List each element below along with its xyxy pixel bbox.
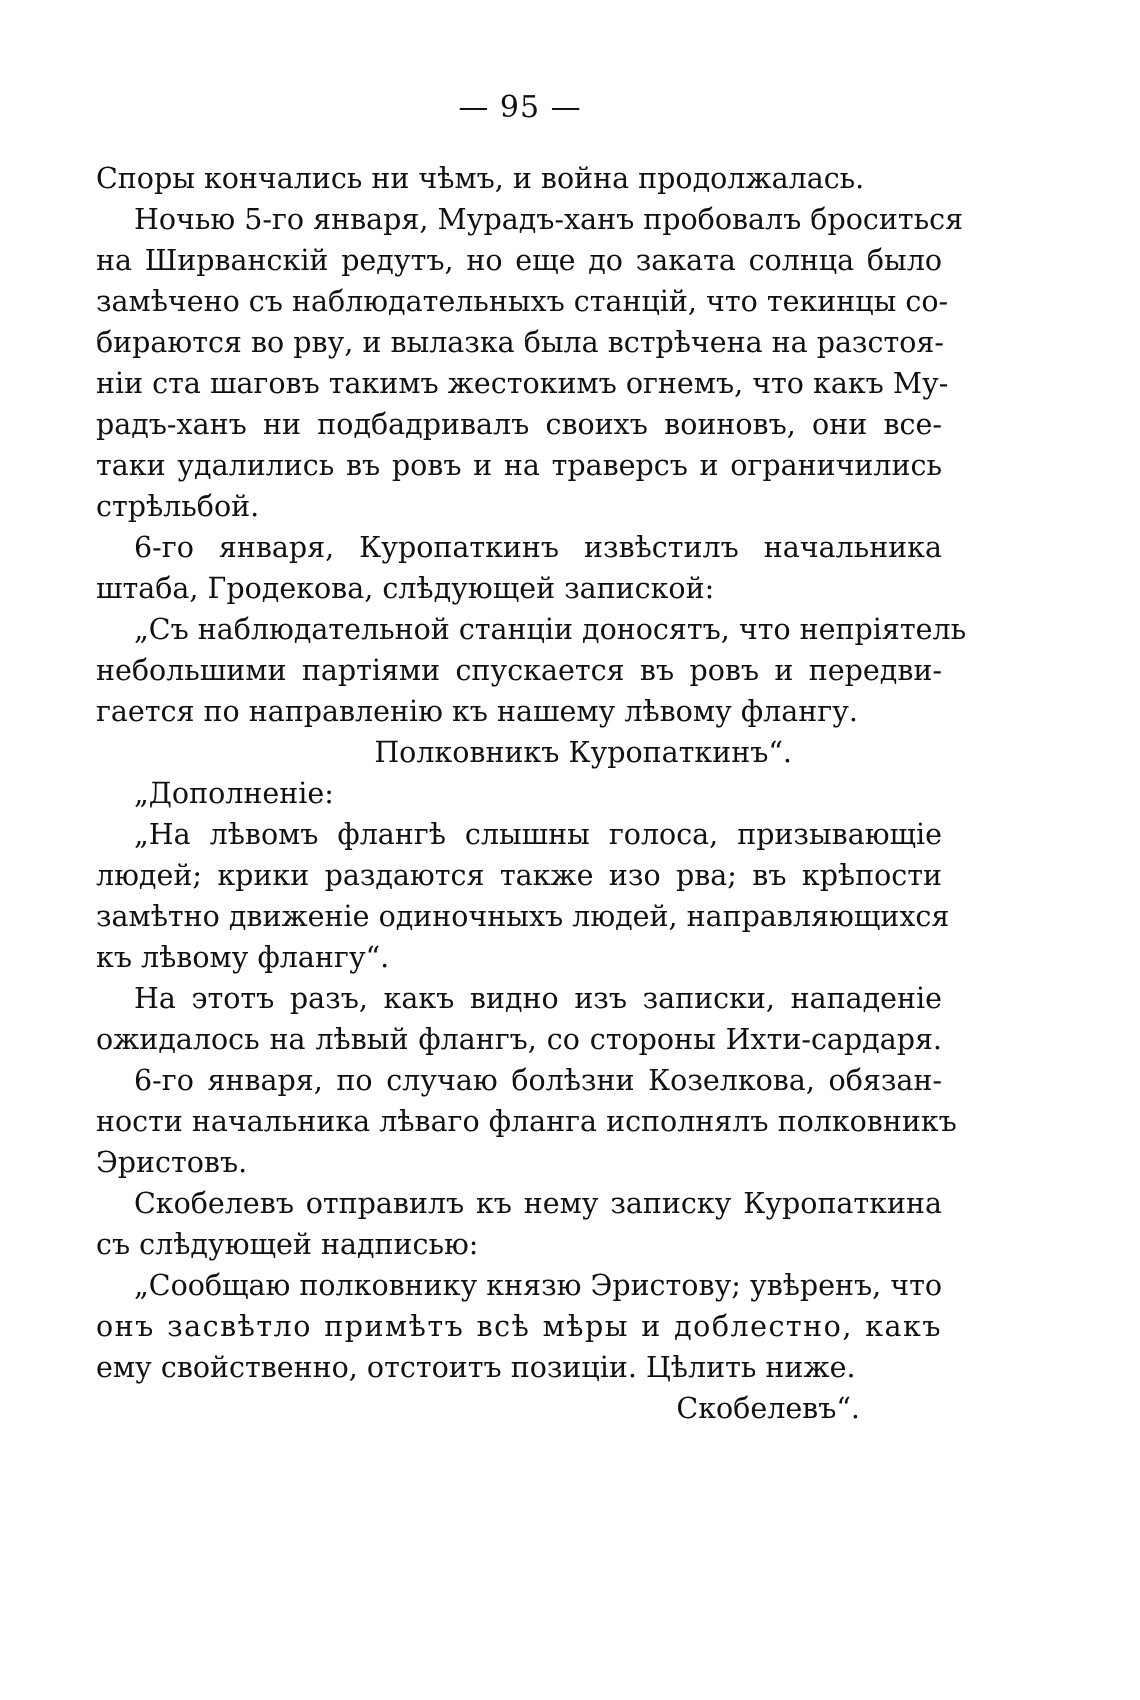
text-line: 6-го января, по случаю болѣзни Козелкова, обязан-	[134, 1064, 942, 1097]
text-line: замѣчено съ наблюдательныхъ станцій, что текинцы со-	[96, 285, 949, 318]
text-line: гается по направленію къ нашему лѣвому флангу.	[96, 695, 858, 728]
text-line: на Ширванскій редутъ, но еще до заката солнца было	[96, 244, 942, 277]
page-text	[96, 158, 967, 1429]
text-line: Ночью 5-го января, Мурадъ-ханъ пробовалъ броситься	[134, 203, 964, 236]
signature-line: Полковникъ Куропаткинъ“.	[374, 736, 792, 769]
text-line: ожидалось на лѣвый флангъ, со стороны Ихти-сардаря.	[96, 1023, 942, 1056]
text-line: „Съ наблюдательной станціи доносятъ, что непріятель	[134, 613, 967, 646]
text-line: Споры кончались ни чѣмъ, и война продолжалась.	[96, 162, 865, 195]
text-line: „На лѣвомъ флангѣ слышны голоса, призывающіе	[134, 818, 942, 851]
text-line: ніи ста шаговъ такимъ жестокимъ огнемъ, что какъ Му-	[96, 367, 949, 400]
text-line: штаба, Гродекова, слѣдующей запиской:	[96, 572, 715, 605]
text-line: бираются во рву, и вылазка была встрѣчена на разстоя-	[96, 326, 944, 359]
text-line: ему свойственно, отстоитъ позиціи. Цѣлить ниже.	[96, 1351, 856, 1384]
text-line: „Дополненіе:	[134, 777, 334, 810]
text-line: На этотъ разъ, какъ видно изъ записки, нападеніе	[134, 982, 942, 1015]
text-line: Эристовъ.	[96, 1146, 248, 1179]
text-line: стрѣльбой.	[96, 490, 260, 523]
text-line: 6-го января, Куропаткинъ извѣстилъ начальника	[134, 531, 942, 564]
text-line: онъ засвѣтло примѣтъ всѣ мѣры и доблестно, какъ	[96, 1310, 942, 1343]
text-line: Скобелевъ отправилъ къ нему записку Куропаткина	[134, 1187, 942, 1220]
text-line: „Сообщаю полковнику князю Эристову; увѣренъ, что	[134, 1269, 943, 1302]
page-number: — 95 —	[458, 90, 582, 125]
text-line: таки удалились въ ровъ и на траверсъ и ограничились	[96, 449, 942, 482]
text-line: небольшими партіями спускается въ ровъ и передви-	[96, 654, 942, 687]
text-line: радъ-ханъ ни подбадривалъ своихъ воиновъ, они все-	[96, 408, 942, 441]
text-line: къ лѣвому флангу“.	[96, 941, 390, 974]
text-line: людей; крики раздаются также изо рва; въ крѣпости	[96, 859, 942, 892]
text-line: съ слѣдующей надписью:	[96, 1228, 479, 1261]
text-line: ности начальника лѣваго фланга исполнялъ полковникъ	[96, 1105, 957, 1138]
signature-line: Скобелевъ“.	[676, 1392, 860, 1425]
text-line: замѣтно движеніе одиночныхъ людей, направляющихся	[96, 900, 950, 933]
